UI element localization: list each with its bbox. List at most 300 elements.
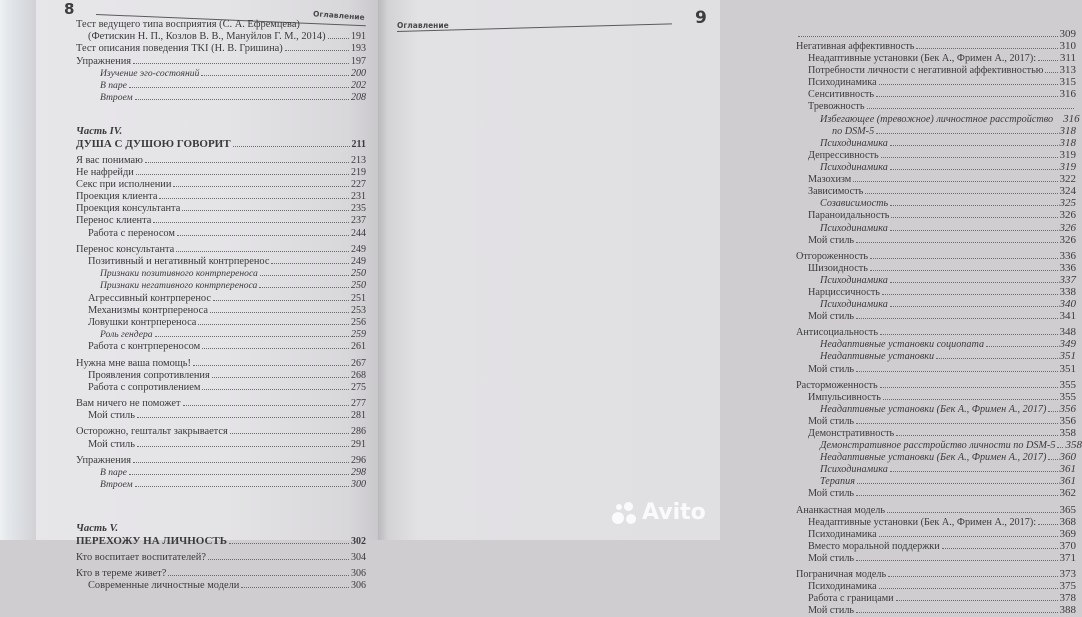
toc-entry — [796, 64, 1076, 76]
part-v-title — [76, 535, 366, 547]
dot-leader — [129, 87, 349, 88]
dot-leader — [856, 560, 1057, 561]
entry-title: Мой стиль — [808, 552, 855, 564]
entry-title: Осторожно, гештальт закрывается — [76, 426, 228, 438]
dot-leader — [890, 230, 1058, 231]
entry-title: Психодинамика — [820, 137, 888, 149]
dot-leader — [865, 193, 1057, 194]
toc-entry — [76, 203, 366, 215]
toc-entry — [796, 52, 1076, 64]
toc-entry — [76, 80, 366, 92]
entry-title: В паре — [100, 467, 127, 478]
entry-title: Механизмы контрпереноса — [88, 304, 208, 316]
entry-title: Мой стиль — [808, 605, 855, 617]
entry-title: Психодинамика — [808, 77, 877, 89]
toc-entry — [796, 197, 1076, 209]
dot-leader — [867, 108, 1075, 109]
entry-title: Шизоидность — [808, 262, 868, 274]
entry-page-number: 200 — [351, 67, 366, 79]
entry-page-number: 261 — [351, 341, 366, 353]
dot-leader — [880, 334, 1058, 335]
entry-title: Отгороженность — [796, 250, 869, 262]
entry-title: Перенос клиента — [76, 215, 152, 227]
entry-title: Мой стиль — [808, 488, 855, 500]
entry-page-number: 296 — [351, 454, 366, 466]
toc-entry — [76, 370, 366, 382]
entry-page-number: 316 — [1059, 88, 1076, 101]
dot-leader — [936, 358, 1057, 359]
toc-entry — [76, 167, 366, 179]
entry-page-number: 311 — [1059, 52, 1076, 65]
toc-entry — [76, 398, 366, 410]
dot-leader — [229, 543, 349, 544]
entry-page-number: 267 — [351, 357, 366, 369]
dot-leader — [202, 348, 349, 349]
entry-page-number: 259 — [351, 329, 366, 341]
dot-leader — [133, 63, 349, 64]
toc-entry — [796, 391, 1076, 403]
entry-page-number: 249 — [351, 256, 366, 267]
entry-title: Терапия — [820, 476, 855, 488]
entry-page-number: 378 — [1059, 592, 1076, 605]
entry-title: Упражнения — [76, 454, 132, 466]
toc-entry — [76, 467, 366, 479]
entry-title: Нарциссичность — [808, 286, 880, 298]
dot-leader — [198, 324, 349, 325]
toc-entry — [76, 256, 366, 268]
entry-page-number: 351 — [1059, 350, 1076, 363]
dot-leader — [1057, 447, 1063, 448]
toc-entry — [76, 382, 366, 394]
dot-leader — [177, 235, 349, 236]
entry-page-number: 304 — [351, 551, 366, 563]
entry-title: В паре — [100, 79, 127, 91]
dot-leader — [135, 486, 349, 487]
entry-page-number: 306 — [351, 579, 366, 591]
dot-leader — [890, 471, 1058, 472]
entry-page-number: 281 — [351, 410, 366, 422]
entry-title: Психодинамика — [820, 274, 888, 286]
entry-title: Созависимость — [820, 198, 889, 210]
dot-leader — [798, 36, 1058, 37]
entry-title: Втроем — [100, 479, 133, 491]
toc-entry — [796, 149, 1076, 161]
entry-title: Роль гендера — [100, 329, 153, 341]
entry-page-number: 291 — [351, 438, 366, 450]
toc-entry — [76, 293, 366, 305]
entry-page-number: 191 — [351, 31, 366, 43]
entry-title: Импульсивность — [808, 391, 881, 403]
entry-page-number: 256 — [351, 316, 366, 328]
entry-title: Депрессивность — [808, 149, 879, 161]
toc-entry — [76, 268, 366, 280]
entry-page-number: 325 — [1059, 197, 1076, 210]
entry-title: Ананкастная модель — [796, 504, 885, 516]
toc-entry — [76, 244, 366, 256]
dot-leader — [271, 263, 349, 264]
entry-title: по DSM-5 — [832, 125, 875, 137]
toc-entry — [76, 191, 366, 203]
entry-page-number: 227 — [351, 178, 366, 190]
dot-leader — [916, 48, 1057, 49]
entry-title: Перенос консультанта — [76, 243, 175, 255]
entry-page-number: 318 — [1059, 136, 1076, 149]
entry-title: Вместо моральной поддержки — [808, 540, 940, 552]
dot-leader — [857, 483, 1058, 484]
toc-entry — [796, 125, 1076, 137]
toc-entry — [796, 310, 1076, 322]
entry-title: Неадаптивные установки (Бек А., Фримен А., 2017) — [820, 403, 1047, 415]
dot-leader — [1038, 524, 1057, 525]
entry-page-number: 202 — [351, 79, 366, 91]
dot-leader — [210, 312, 349, 313]
part-v-label: Часть V. — [76, 523, 119, 535]
entry-page-number: 336 — [1059, 249, 1076, 262]
avito-dots-icon — [612, 502, 638, 524]
dot-leader — [133, 462, 349, 463]
entry-title: (Фетискин Н. П., Козлов В. В., Мануйлов Г. М., 2014) — [88, 31, 326, 43]
entry-page-number: 368 — [1059, 515, 1076, 528]
entry-page-number: 369 — [1059, 527, 1076, 540]
toc-entry — [796, 137, 1076, 149]
dot-leader — [896, 435, 1057, 436]
entry-title: Проявления сопротивления — [88, 369, 210, 381]
toc-entry — [796, 475, 1076, 487]
entry-title: Признаки негативного контрпереноса — [100, 280, 258, 292]
dot-leader — [136, 174, 349, 175]
toc-entry — [76, 568, 366, 580]
dot-leader — [870, 270, 1058, 271]
entry-title: Антисоциальность — [796, 327, 878, 339]
entry-page-number: 341 — [1059, 310, 1076, 323]
entry-page-number: 388 — [1059, 604, 1076, 617]
entry-page-number: 235 — [351, 203, 366, 215]
toc-entry — [796, 415, 1076, 427]
entry-title: Я вас понимаю — [76, 154, 143, 166]
dot-leader — [856, 318, 1057, 319]
dot-leader — [890, 169, 1058, 170]
dot-leader — [168, 575, 349, 576]
entry-page-number: 326 — [1059, 209, 1076, 222]
entry-page-number: 375 — [1059, 580, 1076, 593]
entry-page-number: 340 — [1059, 298, 1076, 311]
dot-leader — [173, 186, 349, 187]
toc-entry — [796, 338, 1076, 350]
toc-entry — [796, 427, 1076, 439]
dot-leader — [879, 588, 1058, 589]
dot-leader — [135, 99, 349, 100]
toc-entry — [76, 552, 366, 564]
avito-watermark — [612, 500, 706, 525]
toc-entry — [796, 463, 1076, 475]
entry-title: Упражнения — [76, 55, 132, 67]
toc-entry — [76, 56, 366, 68]
page-number-left: 8 — [64, 0, 75, 18]
spacer — [76, 491, 366, 523]
entry-page-number: 277 — [351, 398, 366, 410]
toc-entry — [76, 215, 366, 227]
dot-leader — [856, 371, 1057, 372]
toc-entry — [796, 28, 1076, 40]
entry-page-number: 324 — [1059, 185, 1076, 198]
entry-title: Работа с сопротивлением — [88, 381, 201, 393]
dot-leader — [853, 181, 1057, 182]
toc-entry — [796, 101, 1076, 113]
toc-entry — [76, 341, 366, 353]
toc-entry — [796, 262, 1076, 274]
toc-entry — [76, 410, 366, 422]
dot-leader — [183, 405, 349, 406]
dot-leader — [870, 258, 1057, 259]
entry-page-number: 319 — [1059, 148, 1076, 161]
dot-leader — [137, 417, 349, 418]
entry-page-number: 300 — [351, 479, 366, 491]
dot-leader — [856, 612, 1057, 613]
toc-entry — [76, 228, 366, 240]
dot-leader — [159, 198, 349, 199]
dot-leader — [890, 205, 1057, 206]
entry-title: ПЕРЕХОЖУ НА ЛИЧНОСТЬ — [76, 535, 228, 548]
entry-page-number: 358 — [1065, 439, 1082, 452]
toc-entry — [796, 451, 1076, 463]
entry-title: Мой стиль — [808, 311, 855, 323]
entry-title: Неадаптивные установки (Бек А., Фримен А., 2017) — [820, 452, 1047, 464]
toc-right-column — [796, 28, 1082, 617]
page-number-right: 9 — [695, 8, 707, 28]
entry-title: Мой стиль — [808, 234, 855, 246]
dot-leader — [1045, 72, 1057, 73]
spacer — [76, 104, 366, 126]
entry-page-number: 351 — [1059, 362, 1076, 375]
dot-leader — [208, 559, 349, 560]
dot-leader — [1038, 60, 1058, 61]
toc-entry — [796, 274, 1076, 286]
toc-entry — [796, 222, 1076, 234]
toc-entry — [796, 40, 1076, 52]
dot-leader — [890, 306, 1058, 307]
entry-title: Нужна мне ваша помощь! — [76, 357, 191, 369]
entry-page-number: 370 — [1059, 539, 1076, 552]
toc-entry — [796, 363, 1076, 375]
entry-title: Тест описания поведения TKI (Н. В. Гришина) — [76, 43, 283, 55]
toc-entry — [796, 592, 1076, 604]
entry-title: Психодинамика — [820, 299, 888, 311]
entry-page-number: 211 — [351, 139, 366, 151]
dot-leader — [145, 162, 349, 163]
toc-entry — [796, 185, 1076, 197]
running-head-left: Оглавление — [312, 9, 365, 22]
entry-title: Потребности личности с негативной аффективностью — [808, 65, 1044, 77]
entry-title: Ловушки контрпереноса — [88, 316, 197, 328]
dot-leader — [891, 217, 1057, 218]
entry-title: Работа с границами — [808, 593, 894, 605]
entry-page-number: 337 — [1059, 273, 1076, 286]
entry-title: Сенситивность — [808, 89, 875, 101]
entry-page-number: 349 — [1059, 338, 1076, 351]
toc-entry — [796, 379, 1076, 391]
entry-page-number: 355 — [1059, 378, 1076, 391]
entry-title: Расторможенность — [796, 379, 878, 391]
dot-leader — [328, 38, 349, 39]
running-head-right: Оглавление — [397, 21, 449, 30]
dot-leader — [879, 84, 1058, 85]
toc-entry — [76, 31, 366, 43]
dot-leader — [202, 389, 349, 390]
entry-page-number: 326 — [1059, 221, 1076, 234]
entry-page-number: 253 — [351, 304, 366, 316]
entry-page-number: 322 — [1059, 173, 1076, 186]
entry-page-number: 310 — [1059, 40, 1076, 53]
entry-title: Агрессивный контрперенос — [88, 292, 211, 304]
dot-leader — [880, 387, 1058, 388]
entry-title: Не нафрейди — [76, 166, 134, 178]
entry-page-number: 251 — [351, 292, 366, 304]
entry-page-number: 348 — [1059, 326, 1076, 339]
entry-title: Тест ведущего типа восприятия (С. А. Ефремцева) — [76, 19, 300, 30]
toc-entry — [796, 439, 1082, 452]
toc-entry — [76, 92, 366, 104]
entry-title: Параноидальность — [808, 210, 890, 222]
entry-title: Психодинамика — [820, 162, 888, 174]
entry-page-number: 318 — [1059, 124, 1076, 137]
entry-title: Кто воспитает воспитателей? — [76, 551, 206, 563]
toc-entry — [76, 280, 366, 292]
toc-entry — [796, 516, 1076, 528]
dot-leader — [879, 536, 1058, 537]
dot-leader — [233, 146, 350, 147]
entry-title: Мой стиль — [808, 415, 855, 427]
dot-leader — [213, 300, 349, 301]
toc-entry — [796, 552, 1076, 564]
dot-leader — [241, 587, 349, 588]
dot-leader — [876, 133, 1057, 134]
entry-title: Неадаптивные установки — [820, 351, 935, 363]
entry-title: Мазохизм — [808, 174, 852, 186]
dot-leader — [890, 145, 1058, 146]
toc-left-column — [76, 19, 366, 592]
entry-title: Мой стиль — [88, 410, 135, 422]
dot-leader — [176, 251, 349, 252]
entry-page-number: 208 — [351, 92, 366, 104]
left-page — [0, 0, 378, 591]
entry-page-number: 219 — [351, 166, 366, 178]
entry-title: Демонстративность — [808, 428, 895, 439]
entry-page-number: 319 — [1059, 161, 1076, 174]
right-page — [378, 0, 1082, 617]
entry-title: ДУША С ДУШОЮ ГОВОРИТ — [76, 138, 231, 151]
toc-entry — [796, 326, 1076, 338]
entry-page-number: 338 — [1059, 285, 1076, 298]
toc-entry — [796, 403, 1076, 415]
dot-leader — [890, 282, 1058, 283]
entry-page-number: 371 — [1059, 551, 1076, 564]
toc-entry — [76, 358, 366, 370]
dot-leader — [896, 600, 1058, 601]
toc-entry — [796, 88, 1076, 100]
toc-entry — [76, 426, 366, 438]
entry-page-number: 250 — [351, 280, 366, 292]
dot-leader — [888, 576, 1057, 577]
entry-title: Зависимость — [808, 186, 864, 198]
dot-leader — [856, 495, 1057, 496]
dot-leader — [882, 294, 1058, 295]
entry-page-number: 316 — [1063, 112, 1080, 125]
entry-title: Мой стиль — [808, 363, 855, 375]
toc-entry — [796, 604, 1076, 616]
entry-title: Неадаптивные установки социопата — [820, 339, 985, 351]
toc-entry — [796, 286, 1076, 298]
entry-title: Пограничная модель — [796, 569, 887, 581]
entry-page-number: 360 — [1059, 451, 1076, 464]
dot-leader — [259, 287, 349, 288]
toc-entry — [76, 317, 366, 329]
entry-title: Психодинамика — [808, 581, 877, 593]
entry-title: Психодинамика — [820, 222, 888, 234]
entry-title: Избегающее (тревожное) личностное расстройство — [820, 113, 1054, 125]
dot-leader — [1048, 411, 1057, 412]
toc-entry — [76, 43, 366, 55]
entry-page-number: 309 — [1059, 28, 1076, 40]
entry-page-number: 326 — [1059, 233, 1076, 246]
toc-entry — [76, 479, 366, 491]
toc-entry — [76, 155, 366, 167]
toc-entry — [76, 305, 366, 317]
toc-entry — [76, 68, 366, 80]
dot-leader — [212, 377, 349, 378]
entry-page-number: 362 — [1059, 487, 1076, 500]
entry-page-number: 249 — [351, 243, 366, 255]
toc-entry — [76, 19, 366, 31]
dot-leader — [193, 365, 349, 366]
entry-title: Секс при исполнении — [76, 178, 172, 190]
entry-page-number: 213 — [351, 154, 366, 166]
entry-title: Мой стиль — [88, 438, 135, 450]
dot-leader — [182, 210, 349, 211]
dot-leader — [887, 512, 1058, 513]
dot-leader — [153, 222, 349, 223]
toc-entry — [796, 250, 1076, 262]
entry-page-number: 237 — [351, 215, 366, 227]
dot-leader — [883, 399, 1058, 400]
entry-title: Неадаптивные установки (Бек А., Фримен А., 2017): — [808, 516, 1037, 528]
entry-page-number: 197 — [351, 55, 366, 67]
toc-entry — [76, 455, 366, 467]
entry-page-number: 313 — [1059, 64, 1076, 77]
entry-page-number: 193 — [351, 43, 366, 55]
toc-entry — [76, 439, 366, 451]
toc-entry — [76, 580, 366, 592]
watermark-text: Avito — [642, 500, 706, 525]
toc-entry — [796, 528, 1076, 540]
dot-leader — [876, 96, 1057, 97]
entry-title: Работа с переносом — [88, 227, 176, 239]
toc-entry — [796, 504, 1076, 516]
entry-title: Кто в тереме живет? — [76, 567, 167, 579]
entry-title: Втроем — [100, 92, 133, 104]
toc-entry — [796, 209, 1076, 221]
toc-entry — [796, 112, 1080, 125]
entry-page-number: 361 — [1059, 475, 1076, 488]
entry-title: Работа с контрпереносом — [88, 341, 201, 353]
entry-title: Психодинамика — [808, 528, 877, 540]
part-iv-label: Часть IV. — [76, 126, 123, 138]
entry-page-number: 268 — [351, 369, 366, 381]
dot-leader — [986, 346, 1057, 347]
entry-title: Негативная аффективность — [796, 41, 915, 53]
toc-entry — [796, 540, 1076, 552]
dot-leader — [260, 275, 349, 276]
entry-title: Неадаптивные установки (Бек А., Фримен А., 2017): — [808, 53, 1037, 65]
